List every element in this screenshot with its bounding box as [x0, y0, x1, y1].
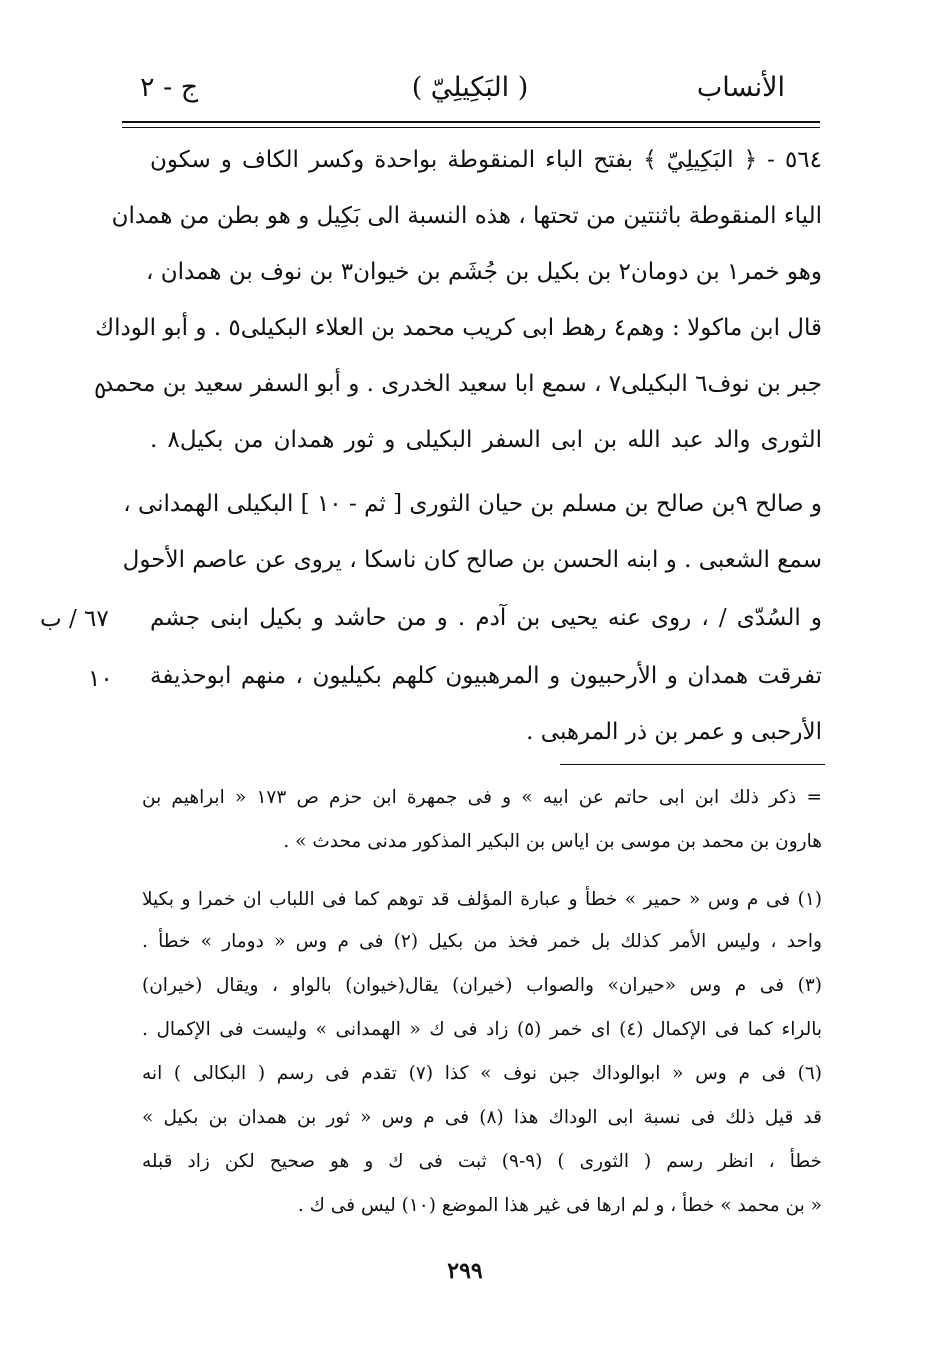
footnote-line: (٦) فى م وس « ابوالوداك جبن نوف » كذا (٧) تقدم فى رسم ( البكالى ) انه	[142, 1063, 822, 1084]
volume-label: ج - ٢	[140, 72, 199, 103]
footnote-line: « بن محمد » خطأ ، و لم ارها فى غير هذا الموضع (١٠) ليس فى ك .	[297, 1195, 822, 1216]
footnote-line: (١) فى م وس « حمير » خطأ و عبارة المؤلف قد توهم كما فى اللباب ان خمرا و بكيلا	[142, 889, 822, 910]
entry-line: قال ابن ماكولا : وهم٤ رهط ابى كريب محمد بن العلاء البكيلى٥ . و أبو الوداك	[95, 315, 822, 341]
header-rule-thin	[122, 127, 820, 128]
margin-line-number: ١٠	[88, 666, 113, 692]
entry-heading: ( البَكِيلِيّ )	[411, 72, 529, 103]
page-number: ٢٩٩	[447, 1258, 483, 1284]
footnote-line: قد قيل ذلك فى نسبة ابى الوداك هذا (٨) فى م وس « ثور بن همدان بن بكيل »	[142, 1107, 822, 1128]
footnote-line: بالراء كما فى الإكمال (٤) اى خمر (٥) زاد فى ك « الهمدانى » وليست فى الإكمال .	[142, 1019, 822, 1040]
book-title: الأنساب	[696, 72, 785, 103]
entry-line: و صالح ٩بن صالح بن مسلم بن حيان الثورى [ ثم - ١٠ ] البكيلى الهمدانى ،	[123, 491, 822, 517]
entry-line: تفرقت همدان و الأرحبيون و المرهبيون كلهم بكيليون ، منهم ابوحذيفة	[150, 663, 822, 689]
margin-line-number: ٥	[94, 378, 107, 404]
entry-line: وهو خمر١ بن دومان٢ بن بكيل بن جُشَم بن خيوان٣ بن نوف بن همدان ،	[146, 259, 822, 285]
header-rule-thick	[122, 121, 820, 123]
footnote-separator	[560, 764, 825, 765]
footnote-line: هارون بن محمد بن موسى بن اياس بن البكير المذكور مدنى محدث » .	[283, 831, 822, 852]
manuscript-folio-marker: ٦٧ / ب	[40, 606, 109, 632]
footnote-line: واحد ، وليس الأمر كذلك بل خمر فخذ من بكيل (٢) فى م وس « دومار » خطأ .	[142, 931, 822, 952]
entry-line: الثورى والد عبد الله بن ابى السفر البكيلى و ثور همدان من بكيل٨ .	[150, 427, 823, 453]
entry-line: جبر بن نوف٦ البكيلى٧ ، سمع ابا سعيد الخدرى . و أبو السفر سعيد بن محمد	[102, 371, 822, 397]
entry-line: الأرحبى و عمر بن ذر المرهبى .	[526, 719, 822, 745]
entry-line: و السُدّى / ، روى عنه يحيى بن آدم . و من حاشد و بكيل ابنى جشم	[150, 605, 822, 631]
footnote-line: (٣) فى م وس «حيران» والصواب (خيران) يقال(خيوان) بالواو ، ويقال (خيران)	[142, 975, 822, 996]
footnote-line: خطأ ، انظر رسم ( الثورى ) (٩-٩) ثبت فى ك و هو صحيح لكن زاد قبله	[142, 1151, 822, 1172]
footnote-line: = ذكر ذلك ابن ابى حاتم عن ابيه » و فى جمهرة ابن حزم ص ١٧٣ « ابراهيم بن	[142, 787, 822, 808]
entry-line: ٥٦٤ - ﴿ البَكِيلِيّ ﴾ بفتح الباء المنقوطة بواحدة وكسر الكاف و سكون	[150, 147, 822, 173]
entry-line: الياء المنقوطة باثنتين من تحتها ، هذه النسبة الى بَكِيل و هو بطن من همدان	[111, 203, 822, 229]
entry-line: سمع الشعبى . و ابنه الحسن بن صالح كان ناسكا ، يروى عن عاصم الأحول	[122, 547, 822, 573]
